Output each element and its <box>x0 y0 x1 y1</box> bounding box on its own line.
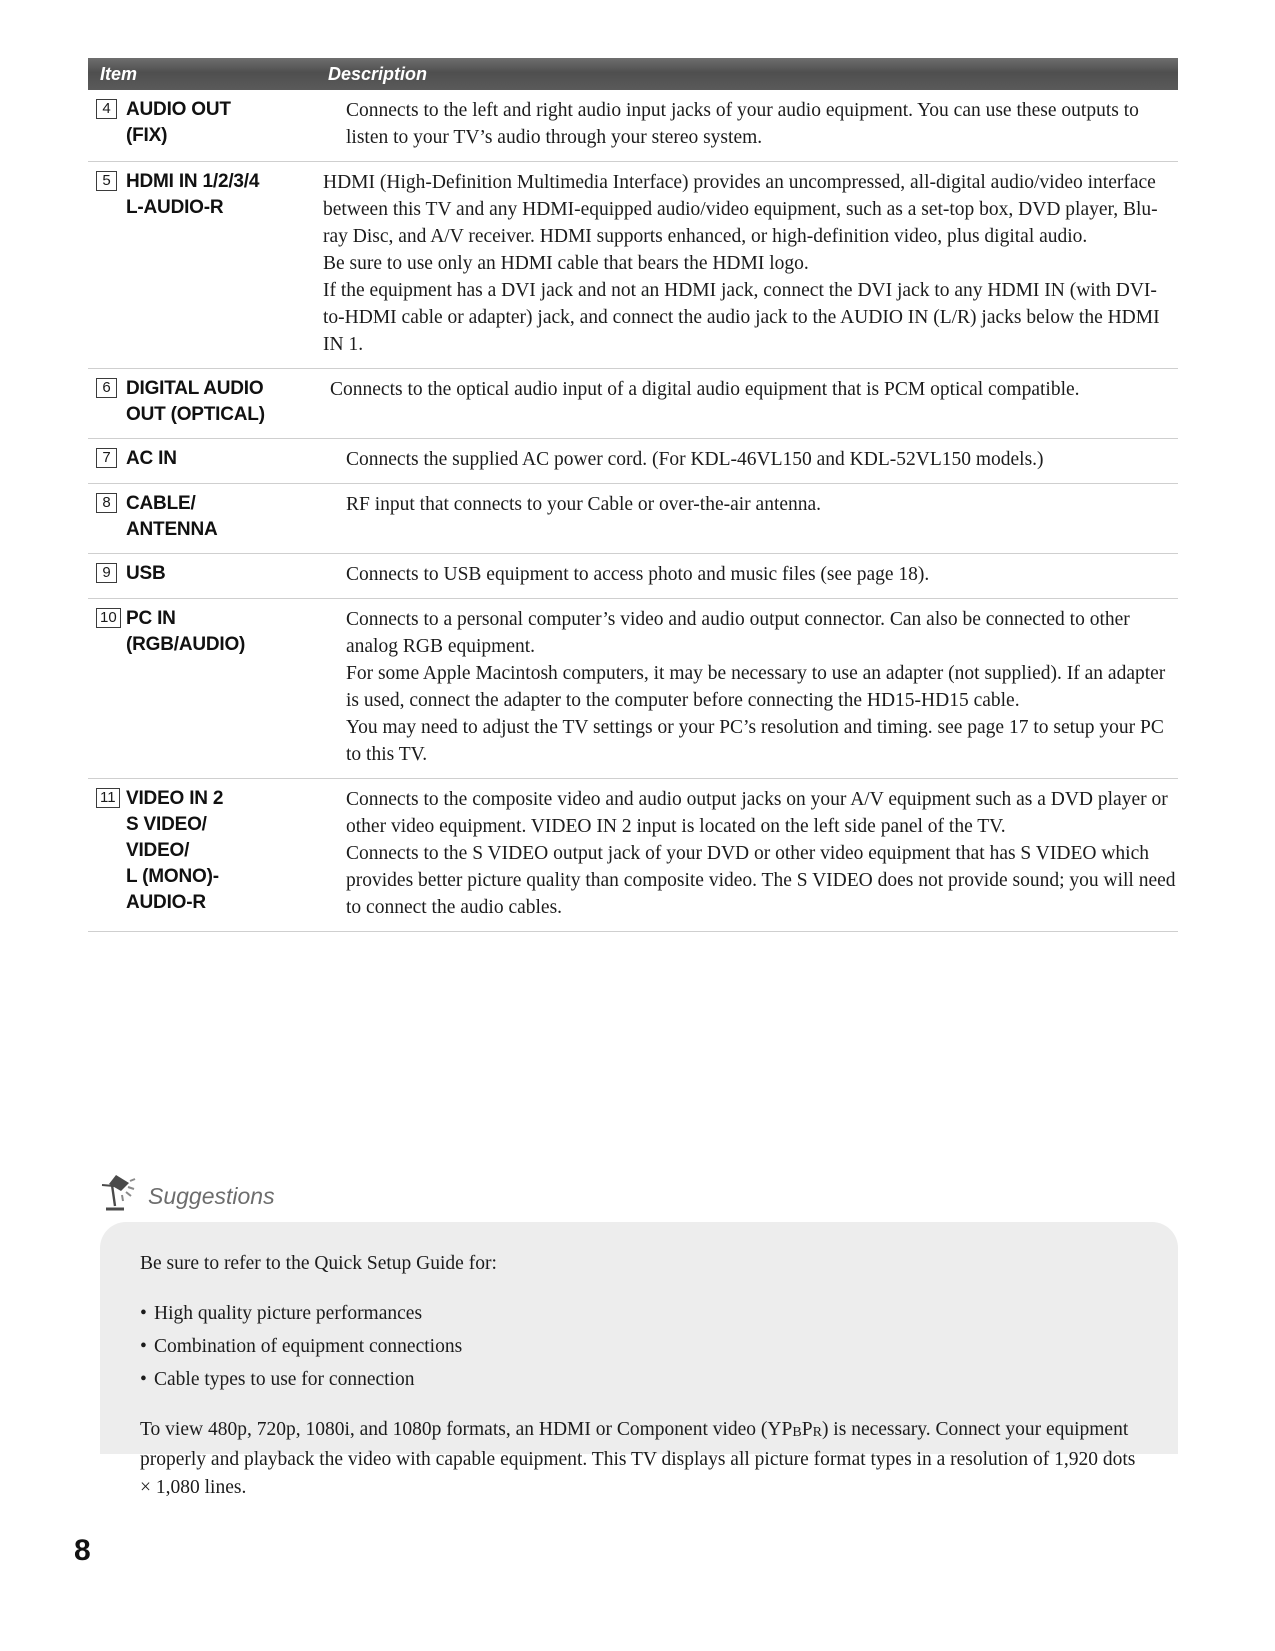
item-label-line: VIDEO/ <box>126 840 190 861</box>
item-number-badge: 11 <box>96 788 120 808</box>
subscript-b: B <box>792 1424 802 1441</box>
paragraph-segment: To view 480p, 720p, 1080i, and 1080p formats, an HDMI or Component video (YP <box>140 1419 793 1440</box>
description-paragraph: Connects to USB equipment to access photo and music files (see page 18). <box>346 564 930 585</box>
description-paragraph: Connects to the S VIDEO output jack of your DVD or other video equipment that has S VIDEO which provides better picture quality than composite video. The S VIDEO does not provide sound; you will need to connect the audio cables. <box>346 843 1176 918</box>
suggestions-heading <box>100 1172 275 1212</box>
list-item: • High quality picture performances <box>140 1297 1138 1330</box>
item-label-line: (RGB/AUDIO) <box>126 634 246 655</box>
item-label-line: AUDIO-R <box>126 892 206 913</box>
item-label-line: USB <box>126 563 166 584</box>
item-label-line: (FIX) <box>126 125 168 146</box>
item-label-cell <box>126 606 321 768</box>
column-header-description: Description <box>328 63 428 84</box>
item-description-cell <box>321 491 1178 543</box>
item-label-cell <box>126 786 321 921</box>
suggestions-paragraph <box>140 1416 1138 1502</box>
item-label-cell <box>126 491 321 543</box>
item-label-line: DIGITAL AUDIO <box>126 378 264 399</box>
table-row <box>88 90 1178 162</box>
description-paragraph: Connects to the composite video and audio output jacks on your A/V equipment such as a DVD player or other video equipment. VIDEO IN 2 input is located on the left side panel of the TV. <box>346 789 1168 837</box>
item-label-cell <box>126 169 321 358</box>
item-number-badge: 4 <box>96 99 117 119</box>
table-row <box>88 779 1178 932</box>
table-row <box>88 369 1178 439</box>
item-label-cell <box>126 97 321 151</box>
table-row <box>88 554 1178 599</box>
item-number-cell <box>88 786 126 921</box>
item-description-cell <box>321 446 1178 473</box>
table-row <box>88 162 1178 369</box>
column-header-item: Item <box>100 63 138 84</box>
description-paragraph: Connects to a personal computer’s video and audio output connector. Can also be connected to other analog RGB equipment. <box>346 609 1130 657</box>
item-number-cell <box>88 446 126 473</box>
table-row <box>88 599 1178 779</box>
item-label-line: ANTENNA <box>126 519 218 540</box>
table-header-row <box>88 58 1178 90</box>
paragraph-segment: ) is necessary. Connect your equipment properly and playback the video with capable equipment. This TV displays all picture format types in a resolution of 1,920 dots × 1,080 lines. <box>140 1419 1136 1499</box>
suggestions-bullet-list <box>140 1297 1138 1396</box>
item-number-badge: 9 <box>96 563 117 583</box>
description-paragraph: HDMI (High-Definition Multimedia Interface) provides an uncompressed, all-digital audio/video interface between this TV and any HDMI-equipped audio/video equipment, such as a set-top box, DVD player, Blu-ray Disc, and A/V receiver. HDMI supports enhanced, or high-definition video, plus digital audio. <box>323 172 1158 247</box>
suggestions-box <box>100 1222 1178 1499</box>
desk-lamp-icon <box>100 1172 144 1212</box>
description-paragraph: For some Apple Macintosh computers, it may be necessary to use an adapter (not supplied). If an adapter is used, connect the adapter to the computer before connecting the HD15-HD15 cable. <box>346 663 1166 711</box>
item-description-cell <box>321 606 1178 768</box>
description-paragraph: Connects to the left and right audio input jacks of your audio equipment. You can use these outputs to listen to your TV’s audio through your stereo system. <box>346 100 1139 148</box>
item-number-badge: 10 <box>96 608 121 628</box>
table-row <box>88 484 1178 554</box>
item-number-badge: 7 <box>96 448 117 468</box>
item-label-line: HDMI IN 1/2/3/4 <box>126 171 260 192</box>
item-description-cell <box>328 376 1178 428</box>
item-label-line: OUT (OPTICAL) <box>126 404 265 425</box>
item-number-badge: 8 <box>96 493 117 513</box>
subscript-r: R <box>812 1424 822 1441</box>
item-label-line: AC IN <box>126 448 177 469</box>
item-description-cell <box>321 169 1178 358</box>
description-paragraph: Connects the supplied AC power cord. (For KDL-46VL150 and KDL-52VL150 models.) <box>346 449 1044 470</box>
item-label-cell <box>126 446 321 473</box>
item-number-cell <box>88 606 126 768</box>
item-number-cell <box>88 561 126 588</box>
item-number-cell <box>88 376 126 428</box>
list-item: • Cable types to use for connection <box>140 1363 1138 1396</box>
item-label-line: L (MONO)- <box>126 866 219 887</box>
item-description-cell <box>321 786 1178 921</box>
item-number-cell <box>88 491 126 543</box>
item-number-cell <box>88 97 126 151</box>
suggestions-intro: Be sure to refer to the Quick Setup Guide for: <box>140 1253 497 1274</box>
item-label-cell <box>126 561 321 588</box>
item-label-line: S VIDEO/ <box>126 814 207 835</box>
list-item: • Combination of equipment connections <box>140 1330 1138 1363</box>
paragraph-segment: P <box>801 1419 813 1440</box>
item-number-cell <box>88 169 126 358</box>
item-description-cell <box>321 97 1178 151</box>
description-paragraph: You may need to adjust the TV settings or your PC’s resolution and timing. see page 17 to setup your PC to this TV. <box>346 717 1164 765</box>
description-paragraph: Be sure to use only an HDMI cable that bears the HDMI logo. <box>323 253 809 274</box>
connector-spec-table <box>88 58 1178 932</box>
item-label-line: L-AUDIO-R <box>126 197 224 218</box>
item-label-line: PC IN <box>126 608 176 629</box>
item-number-badge: 5 <box>96 171 117 191</box>
item-label-line: VIDEO IN 2 <box>126 788 224 809</box>
item-label-line: AUDIO OUT <box>126 99 231 120</box>
description-paragraph: Connects to the optical audio input of a digital audio equipment that is PCM optical compatible. <box>330 379 1080 400</box>
suggestions-title: Suggestions <box>148 1183 275 1209</box>
description-paragraph: If the equipment has a DVI jack and not an HDMI jack, connect the DVI jack to any HDMI IN (with DVI-to-HDMI cable or adapter) jack, and connect the audio jack to the AUDIO IN (L/R) jacks below the HDMI IN 1. <box>323 280 1160 355</box>
page-number: 8 <box>74 1534 91 1567</box>
description-paragraph: RF input that connects to your Cable or over-the-air antenna. <box>346 494 822 515</box>
item-label-line: CABLE/ <box>126 493 196 514</box>
item-label-cell <box>126 376 328 428</box>
item-description-cell <box>321 561 1178 588</box>
item-number-badge: 6 <box>96 378 117 398</box>
table-row <box>88 439 1178 484</box>
